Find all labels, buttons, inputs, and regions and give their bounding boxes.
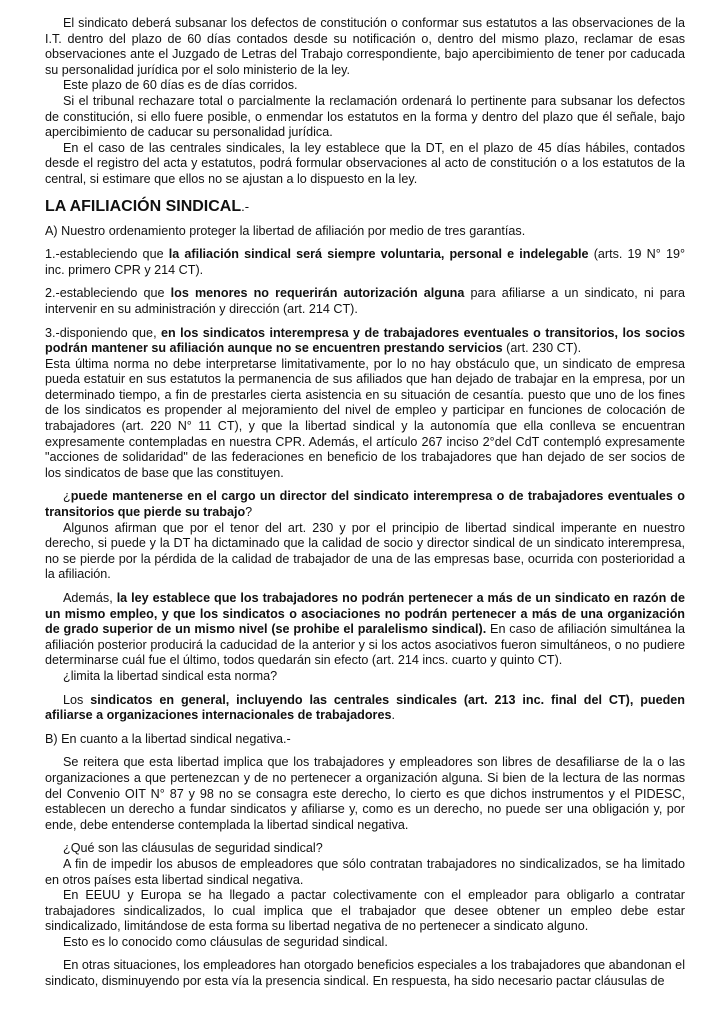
paragraph-libertad-negativa: B) En cuanto a la libertad sindical negativa.- — [45, 731, 291, 746]
section-heading — [45, 197, 685, 216]
paragraph-garantias: A) Nuestro ordenamiento proteger la libertad de afiliación por medio de tres garantías. — [45, 223, 526, 238]
question-director-bold: puede mantenerse en el cargo un director del sindicato interempresa o de trabajadores eventuales o transitorios que pierde su trabajo — [45, 489, 685, 520]
document-page — [45, 16, 685, 990]
paragraph-otras-situaciones: En otras situaciones, los empleadores han otorgado beneficios especiales a los trabajadores que abandonan el sindicato, disminuyendo por esta vía la presencia sindical. En respuesta, ha sido necesario pactar cláusulas de — [45, 958, 685, 989]
paragraph-ultima-norma: Esta última norma no debe interpretarse limitativamente, por lo no hay obstáculo que, un sindicato de empresa pueda estatuir en sus estatutos la permanencia de sus afiliados que han dejado de trabajar en la empresa, por un determinado tiempo, a fin de prestarles cierta asistencia en su situación de cesantía. puesto que uno de los fines de los sindicatos es propender al mejoramiento del nivel de empleo y participar en funciones de colocación de trabajadores (art. 220 N° 11 CT), y que la libertad sindical y la autonomía que ella conlleva se encuentran expresamente contempladas en nuestra CPR. Además, el artículo 267 inciso 2°del CdT contempló expresamente "acciones de solidaridad" de las federaciones en beneficio de los trabajadores que han dejado de ser socios de los sindicatos de base que las constituyen. — [45, 356, 685, 480]
guarantee-3-intro: 3.-disponiendo que, — [45, 325, 161, 340]
sindicatos-end: . — [391, 708, 395, 723]
paragraph-a-fin: A fin de impedir los abusos de empleadores que sólo contratan trabajadores no sindicalizados, se ha limitado en otros países esta libertad sindical negativa. — [45, 856, 685, 887]
guarantee-1-intro: 1.-estableciendo que — [45, 247, 169, 262]
question-clausulas: ¿Qué son las cláusulas de seguridad sindical? — [63, 841, 323, 856]
guarantee-2-ref: para afiliarse a un sindicato, ni para intervenir en su administración y dirección (art. 214 CT). — [45, 286, 685, 316]
paragraph-esto-es: Esto es lo conocido como cláusulas de seguridad sindical. — [63, 934, 388, 949]
guarantee-3 — [45, 326, 685, 357]
question-director-close: ? — [245, 505, 253, 520]
guarantee-2-intro: 2.-estableciendo que — [45, 286, 171, 301]
question-limita: ¿limita la libertad sindical esta norma? — [63, 668, 278, 683]
heading-text: LA AFILIACIÓN SINDICAL — [45, 197, 242, 215]
paragraph-ademas — [45, 591, 685, 669]
paragraph-subsanar: El sindicato deberá subsanar los defectos de constitución o conformar sus estatutos a las observaciones de la I.T. dentro del plazo de 60 días contados desde su notificación o, dentro del mismo plazo, reclamar de esas observaciones ante el Juzgado de Letras del Trabajo correspondiente, bajo apercibimiento de tener por caducada su personalidad jurídica por el solo ministerio de la ley. — [45, 16, 685, 77]
paragraph-algunos: Algunos afirman que por el tenor del art. 230 y por el principio de libertad sindical imperante en nuestro derecho, si puede y la DT ha dictaminado que la calidad de socio y director sindical de un sindicato interempresa, no se pierde por la pérdida de la calidad de trabajador de una de las empresas base, ocurrida con posterioridad a la afiliación. — [45, 520, 685, 582]
heading-suffix: .- — [241, 198, 250, 214]
guarantee-3-bold: en los sindicatos interempresa y de trabajadores eventuales o transitorios, los socios podrán mantener su afiliación aunque no se encuentren prestando servicios — [45, 325, 685, 356]
paragraph-centrales: En el caso de las centrales sindicales, la ley establece que la DT, en el plazo de 45 días hábiles, contados desde el registro del acta y estatutos, podrá formular observaciones al acto de constitución o a los estatutos de la central, si estimare que ellos no se ajustan a lo dispuesto en la ley. — [45, 140, 685, 186]
guarantee-2 — [45, 286, 685, 317]
guarantee-1 — [45, 247, 685, 278]
guarantee-3-ref: (art. 230 CT). — [502, 341, 582, 356]
ademas-rest: En caso de afiliación simultánea la afiliación posterior producirá la caducidad de la anterior y si los actos asociativos fueron simultáneos, o no pudiere determinarse cuál fue el último, todos quedarán sin efecto (art. 214 incs. cuarto y quinto CT). — [45, 622, 685, 668]
ademas-intro: Además, — [63, 591, 117, 605]
paragraph-eeuu: En EEUU y Europa se ha llegado a pactar colectivamente con el empleador para obligarlo a contratar trabajadores sindicalizados, lo cual implica que el trabajador que desee obtener un empleo debe estar sindicalizado, limitándose de esta forma su libertad negativa de no pertenecer a sindicato alguno. — [45, 888, 685, 934]
guarantee-1-bold: la afiliación sindical será siempre voluntaria, personal e indelegable — [168, 247, 589, 262]
paragraph-se-reitera: Se reitera que esta libertad implica que los trabajadores y empleadores son libres de desafiliarse de la o las organizaciones a que pertenezcan y de no pertenecer a organización alguna. Si bien de la lectura de las normas del Convenio OIT N° 87 y 98 no se consagra este derecho, lo cierto es que dichos instrumentos y el PIDESC, establecen un derecho a fundar sindicatos y afiliarse y, como es un derecho, no puede ser una obligación y, por ende, debe entenderse contemplada la libertad sindical negativa. — [45, 755, 685, 832]
question-director-open: ¿ — [63, 489, 71, 504]
paragraph-sindicatos-general — [45, 693, 685, 724]
paragraph-tribunal: Si el tribunal rechazare total o parcialmente la reclamación ordenará lo pertinente para subsanar los defectos de constitución, si ello fuere posible, o enmendar los estatutos en la forma y dentro del plazo que él señale, bajo apercibimiento de caducar su personalidad jurídica. — [45, 93, 685, 140]
guarantee-1-ref: (arts. 19 N° 19° inc. primero CPR y 214 CT). — [45, 247, 685, 277]
sindicatos-bold: sindicatos en general, incluyendo las centrales sindicales (art. 213 inc. final del CT), pueden afiliarse a organizaciones internacionales de trabajadores — [45, 692, 685, 723]
guarantee-2-bold: los menores no requerirán autorización alguna — [170, 286, 465, 301]
ademas-bold: la ley establece que los trabajadores no podrán pertenecer a más de un sindicato en razón de un mismo empleo, y que los sindicatos o asociaciones no podrán pertenecer a más de una organización de grado superior de un mismo nivel (se prohibe el paralelismo sindical). — [45, 591, 685, 637]
question-director — [45, 489, 685, 520]
sindicatos-intro: Los — [63, 692, 91, 707]
paragraph-plazo: Este plazo de 60 días es de días corridos. — [63, 78, 298, 93]
